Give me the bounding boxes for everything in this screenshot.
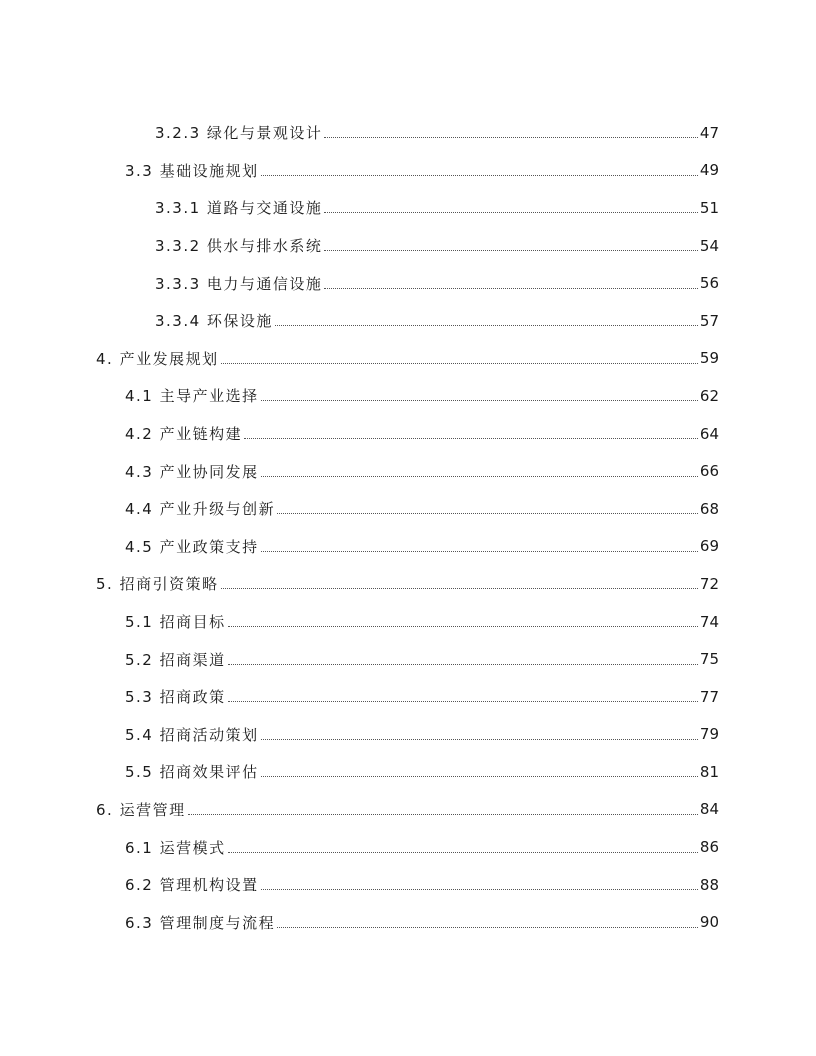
toc-leader-dots [228, 626, 698, 627]
toc-page-number: 56 [699, 274, 719, 293]
toc-entry[interactable] [0, 678, 816, 716]
toc-entry[interactable] [0, 340, 816, 378]
toc-leader-dots [324, 212, 697, 213]
toc-entry[interactable] [0, 828, 816, 866]
toc-page-number: 66 [699, 462, 719, 481]
toc-entry-title: 3.3.3 电力与通信设施 [155, 274, 323, 293]
toc-entry-title: 5. 招商引资策略 [96, 575, 219, 594]
toc-page-number: 81 [699, 762, 719, 781]
toc-leader-dots [261, 551, 698, 552]
toc-entry[interactable] [0, 377, 816, 415]
toc-leader-dots [324, 250, 697, 251]
toc-entry[interactable] [0, 903, 816, 941]
toc-page-number: 75 [699, 650, 719, 669]
toc-entry-title: 5.1 招商目标 [125, 613, 226, 632]
toc-leader-dots [261, 739, 698, 740]
toc-entry-title: 4.3 产业协同发展 [125, 462, 259, 481]
toc-leader-dots [261, 776, 698, 777]
toc-entry[interactable] [0, 152, 816, 190]
toc-entry-title: 5.2 招商渠道 [125, 650, 226, 669]
toc-entry-title: 4.2 产业链构建 [125, 425, 243, 444]
toc-page-number: 49 [699, 161, 719, 180]
toc-entry[interactable] [0, 189, 816, 227]
toc-entry[interactable] [0, 753, 816, 791]
toc-leader-dots [228, 852, 698, 853]
toc-page-number: 47 [699, 123, 719, 142]
toc-page-number: 79 [699, 725, 719, 744]
toc-leader-dots [228, 664, 698, 665]
toc-page-number: 88 [699, 875, 719, 894]
toc-entry[interactable] [0, 490, 816, 528]
toc-entry-title: 3.3.1 道路与交通设施 [155, 199, 323, 218]
toc-entry[interactable] [0, 415, 816, 453]
toc-entry[interactable] [0, 302, 816, 340]
toc-leader-dots [324, 137, 697, 138]
toc-entry-title: 6.1 运营模式 [125, 838, 226, 857]
toc-entry[interactable] [0, 716, 816, 754]
toc-entry[interactable] [0, 640, 816, 678]
table-of-contents [0, 114, 816, 941]
toc-page-number: 54 [699, 236, 719, 255]
toc-entry[interactable] [0, 227, 816, 265]
toc-entry-title: 6.2 管理机构设置 [125, 876, 259, 895]
toc-page-number: 57 [699, 311, 719, 330]
toc-entry-title: 5.3 招商政策 [125, 688, 226, 707]
toc-entry[interactable] [0, 866, 816, 904]
toc-page-number: 90 [699, 913, 719, 932]
toc-entry-title: 6. 运营管理 [96, 800, 186, 819]
toc-page-number: 59 [699, 349, 719, 368]
toc-leader-dots [277, 927, 698, 928]
toc-leader-dots [221, 363, 698, 364]
toc-leader-dots [221, 588, 698, 589]
toc-leader-dots [261, 175, 698, 176]
toc-entry-title: 4.5 产业政策支持 [125, 537, 259, 556]
toc-entry[interactable] [0, 264, 816, 302]
toc-leader-dots [244, 438, 698, 439]
toc-leader-dots [277, 513, 698, 514]
toc-entry[interactable] [0, 114, 816, 152]
toc-entry-title: 3.3.4 环保设施 [155, 312, 273, 331]
toc-leader-dots [324, 288, 697, 289]
toc-entry-title: 3.2.3 绿化与景观设计 [155, 124, 323, 143]
toc-entry[interactable] [0, 528, 816, 566]
toc-page-number: 51 [699, 198, 719, 217]
toc-entry-title: 4.1 主导产业选择 [125, 387, 259, 406]
toc-page-number: 86 [699, 838, 719, 857]
toc-leader-dots [275, 325, 698, 326]
toc-leader-dots [188, 814, 698, 815]
toc-entry[interactable] [0, 791, 816, 829]
toc-entry-title: 4. 产业发展规划 [96, 349, 219, 368]
toc-page-number: 68 [699, 499, 719, 518]
toc-page-number: 69 [699, 537, 719, 556]
toc-page-number: 64 [699, 424, 719, 443]
toc-entry-title: 5.5 招商效果评估 [125, 763, 259, 782]
toc-entry[interactable] [0, 452, 816, 490]
toc-leader-dots [261, 400, 698, 401]
toc-entry-title: 4.4 产业升级与创新 [125, 500, 276, 519]
toc-entry-title: 3.3.2 供水与排水系统 [155, 237, 323, 256]
toc-leader-dots [261, 476, 698, 477]
toc-entry-title: 5.4 招商活动策划 [125, 725, 259, 744]
toc-page-number: 72 [699, 574, 719, 593]
toc-leader-dots [261, 889, 698, 890]
toc-page-number: 77 [699, 687, 719, 706]
toc-entry-title: 3.3 基础设施规划 [125, 161, 259, 180]
toc-page-number: 62 [699, 386, 719, 405]
toc-entry-title: 6.3 管理制度与流程 [125, 913, 276, 932]
toc-page-number: 84 [699, 800, 719, 819]
toc-page-number: 74 [699, 612, 719, 631]
toc-entry[interactable] [0, 565, 816, 603]
toc-entry[interactable] [0, 603, 816, 641]
toc-leader-dots [228, 701, 698, 702]
